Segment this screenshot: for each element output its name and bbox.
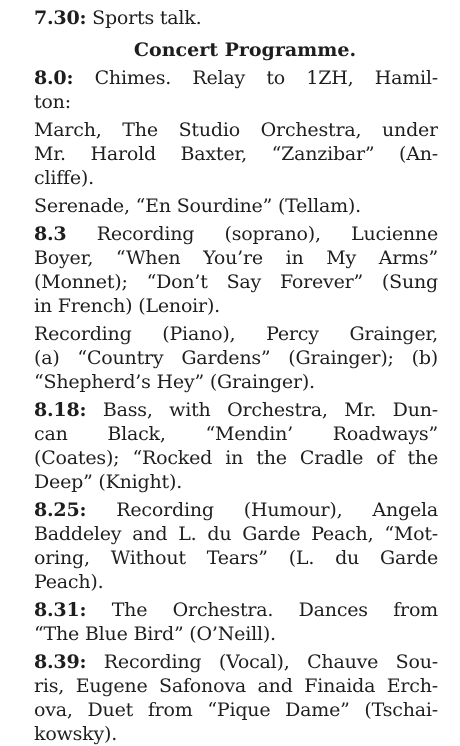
entry-line [34,246,438,270]
programme-entry [34,66,438,114]
programme-entry [34,398,438,494]
entry-text: “The Blue Bird” (O’Neill). [34,623,276,645]
entry-text: can Black, “Mendin’ Roadways” [34,423,438,445]
entry-text: Sports talk. [92,7,202,29]
entry-text: (Coates); “Rocked in the Cradle of the [34,447,438,469]
entry-time: 8.3 [34,223,67,245]
top-entry [34,6,438,30]
entry-line [34,322,438,346]
entry-text: (Monnet); “Don’t Say Forever” (Sung [34,271,438,293]
entry-line [34,598,438,622]
entry-line [34,90,438,114]
entry-line [34,142,438,166]
programme-entries [34,66,438,746]
entry-text: ova, Duet from “Pique Dame” (Tschai- [34,699,438,721]
entry-text: Boyer, “When You’re in My Arms” [34,247,438,269]
entry-line [34,622,438,646]
entry-line [34,398,438,422]
entry-text: Chimes. Relay to 1ZH, Hamil- [94,67,438,89]
entry-text: ton: [34,91,71,113]
programme-entry [34,598,438,646]
entry-time: 7.30: [34,7,87,29]
entry-time: 8.25: [34,499,87,521]
programme-entry [34,118,438,190]
entry-time: 8.31: [34,599,87,621]
entry-line [34,470,438,494]
entry-line [34,370,438,394]
entry-text: oring, Without Tears” (L. du Garde [34,547,438,569]
entry-line [34,674,438,698]
section-heading: Concert Programme. [133,39,357,61]
programme-entry [34,498,438,594]
entry-text: Serenade, “En Sourdine” (Tellam). [34,195,361,217]
programme-entry [34,322,438,394]
entry-text: The Orchestra. Dances from [111,599,438,621]
entry-text: “Shepherd’s Hey” (Grainger). [34,371,315,393]
entry-line [34,222,438,246]
entry-text: Baddeley and L. du Garde Peach, “Mot- [34,523,438,545]
entry-line [34,446,438,470]
entry-text: Bass, with Orchestra, Mr. Dun- [102,399,438,421]
programme-entry [34,222,438,318]
entry-text: Recording (Vocal), Chauve Sou- [103,651,438,673]
entry-text: ris, Eugene Safonova and Finaida Erch- [34,675,438,697]
programme-entry [34,194,438,218]
entry-text: in French) (Lenoir). [34,295,220,317]
entry-text: Recording (Humour), Angela [116,499,438,521]
entry-text: March, The Studio Orchestra, under [34,119,438,141]
entry-text: kowsky). [34,723,118,745]
entry-line [34,546,438,570]
entry-time: 8.0: [34,67,74,89]
entry-line [34,522,438,546]
entry-line [34,270,438,294]
entry-line [34,166,438,190]
entry-line [34,422,438,446]
entry-line [34,650,438,674]
entry-line [34,294,438,318]
entry-text: cliffe). [34,167,94,189]
entry-line [34,498,438,522]
entry-text: Mr. Harold Baxter, “Zanzibar” (An- [34,143,438,165]
entry-time: 8.18: [34,399,87,421]
entry-line [34,118,438,142]
entry-text: Recording (Piano), Percy Grainger, [34,323,438,345]
entry-time: 8.39: [34,651,87,673]
entry-line [34,698,438,722]
entry-text: Peach). [34,571,104,593]
entry-text: Deep” (Knight). [34,471,183,493]
programme-entry [34,650,438,746]
entry-line [34,346,438,370]
entry-line [34,194,438,218]
entry-line [34,722,438,746]
entry-line [34,570,438,594]
entry-text: (a) “Country Gardens” (Grainger); (b) [34,347,438,369]
entry-text: Recording (soprano), Lucienne [96,223,438,245]
entry-line [34,66,438,90]
